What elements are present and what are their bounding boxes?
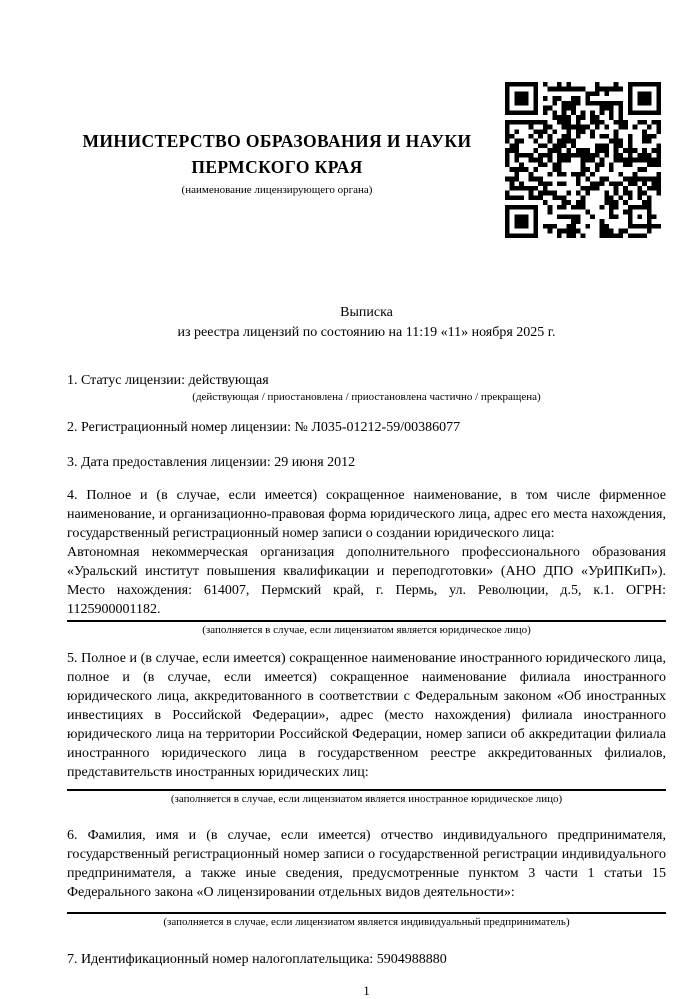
license-status-note: (действующая / приостановлена / приостановлена частично / прекращена) (192, 391, 541, 403)
grant-date-text: 3. Дата предоставления лицензии: 29 июня 2012 (67, 455, 356, 470)
document-content (67, 0, 666, 999)
document-title (67, 303, 666, 343)
section-registration-number (67, 418, 666, 437)
section-individual-entrepreneur (67, 826, 666, 929)
ministry-caption: (наименование лицензирующего органа) (181, 184, 373, 196)
document-title-line1: Выписка (340, 305, 393, 320)
individual-entrepreneur-note: (заполняется в случае, если лицензиатом является индивидуальный предприниматель) (163, 916, 570, 928)
legal-entity-note: (заполняется в случае, если лицензиатом является юридическое лицо) (202, 624, 531, 636)
foreign-entity-label: 5. Полное и (в случае, если имеется) сокращенное наименование иностранного юридического лица, полное и (в случае, если имеется) сокращенное наименование филиала иностранного юридического лица, аккредитованного в соответствии с Федеральным законом «Об иностранных инвестициях в Российской Федерации», адрес (место нахождения) филиала иностранного юридического лица на территории Российской Федерации, номер записи об аккредитации филиала иностранного юридического лица в государственном реестре аккредитованных филиалов, представительств иностранных юридических лиц: (67, 651, 666, 780)
license-status-text: 1. Статус лицензии: действующая (67, 373, 269, 388)
section-license-status (67, 371, 666, 404)
ministry-name-line2: ПЕРМСКОГО КРАЯ (191, 157, 363, 177)
fill-in-line (67, 789, 666, 791)
registration-number-text: 2. Регистрационный номер лицензии: № Л035-01212-59/00386077 (67, 420, 461, 435)
legal-entity-value: Автономная некоммерческая организация дополнительного профессионального образования «Уральский институт повышения квалификации и переподготовки» (АНО ДПО «УрИПКиП»). Место нахождения: 614007, Пермский край, г. Пермь, ул. Революции, д.5, к.1. ОГРН: 1125900001182. (67, 545, 666, 617)
section-foreign-entity (67, 649, 666, 806)
foreign-entity-note: (заполняется в случае, если лицензиатом является иностранное юридическое лицо) (170, 793, 563, 805)
ministry-name-line1: МИНИСТЕРСТВО ОБРАЗОВАНИЯ И НАУКИ (82, 131, 472, 151)
fill-in-line (67, 620, 666, 622)
ministry-header (67, 128, 487, 197)
fill-in-line (67, 912, 666, 914)
inn-text: 7. Идентификационный номер налогоплательщика: 5904988880 (67, 952, 447, 967)
document-title-line2: из реестра лицензий по состоянию на 11:19 «11» ноября 2025 г. (177, 325, 556, 340)
section-grant-date (67, 453, 666, 472)
legal-entity-label: 4. Полное и (в случае, если имеется) сокращенное наименование, в том числе фирменное наименование, и организационно-правовая форма юридического лица, адрес его места нахождения, государственный регистрационный номер записи о создании юридического лица: (67, 488, 666, 541)
individual-entrepreneur-label: 6. Фамилия, имя и (в случае, если имеется) отчество индивидуального предпринимателя, государственный регистрационный номер записи о государственной регистрации индивидуального предпринимателя, а также иные сведения, предусмотренные пунктом 3 части 1 статьи 15 Федерального закона «О лицензировании отдельных видов деятельности»: (67, 828, 666, 900)
section-legal-entity (67, 486, 666, 637)
page-number: 1 (363, 983, 370, 998)
section-inn (67, 950, 666, 969)
